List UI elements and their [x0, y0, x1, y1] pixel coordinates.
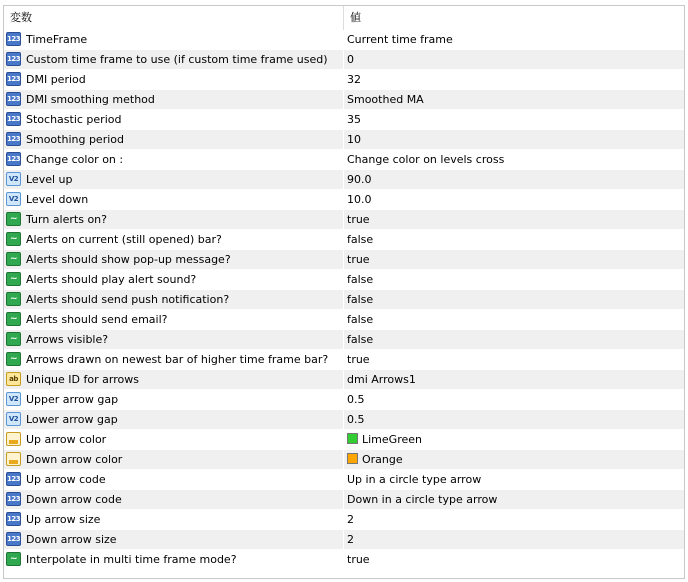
parameter-value: false — [347, 233, 374, 246]
integer-icon: 123 — [6, 532, 21, 546]
row-name-cell — [4, 430, 344, 449]
parameter-value: false — [347, 273, 374, 286]
table-row[interactable] — [4, 70, 684, 90]
table-row[interactable] — [4, 150, 684, 170]
parameter-value: true — [347, 213, 370, 226]
table-row[interactable] — [4, 190, 684, 210]
boolean-icon: ~ — [6, 252, 21, 266]
row-name-cell — [4, 450, 344, 469]
table-row[interactable] — [4, 170, 684, 190]
row-name-cell — [4, 370, 344, 389]
parameter-name: DMI smoothing method — [26, 93, 155, 106]
parameter-value: 35 — [347, 113, 361, 126]
boolean-icon: ~ — [6, 232, 21, 246]
parameter-name: Alerts should play alert sound? — [26, 273, 197, 286]
row-name-cell — [4, 210, 344, 229]
parameter-name: TimeFrame — [26, 33, 88, 46]
color-icon — [6, 452, 21, 466]
integer-icon: 123 — [6, 132, 21, 146]
row-name-cell — [4, 250, 344, 269]
parameter-value-cell[interactable] — [344, 90, 684, 109]
parameter-value: false — [347, 313, 374, 326]
parameter-value: 10 — [347, 133, 361, 146]
parameter-value-cell[interactable] — [344, 230, 684, 249]
parameter-value-cell[interactable] — [344, 250, 684, 269]
parameter-value-cell[interactable] — [344, 450, 684, 469]
integer-icon: 123 — [6, 112, 21, 126]
parameter-name: DMI period — [26, 73, 86, 86]
table-row[interactable] — [4, 370, 684, 390]
table-row[interactable] — [4, 550, 684, 570]
grid-header — [4, 6, 684, 30]
grid-rows — [4, 30, 684, 570]
integer-icon: 123 — [6, 492, 21, 506]
table-row[interactable] — [4, 490, 684, 510]
parameter-value: Up in a circle type arrow — [347, 473, 482, 486]
table-row[interactable] — [4, 430, 684, 450]
row-name-cell — [4, 90, 344, 109]
parameter-value-cell[interactable] — [344, 110, 684, 129]
parameter-name: Alerts should send email? — [26, 313, 168, 326]
table-row[interactable] — [4, 30, 684, 50]
table-row[interactable] — [4, 50, 684, 70]
row-name-cell — [4, 410, 344, 429]
table-row[interactable] — [4, 510, 684, 530]
parameter-value-cell[interactable] — [344, 410, 684, 429]
row-name-cell — [4, 30, 344, 49]
parameter-value-cell[interactable] — [344, 190, 684, 209]
parameter-name: Interpolate in multi time frame mode? — [26, 553, 237, 566]
row-name-cell — [4, 530, 344, 549]
parameter-value-cell[interactable] — [344, 270, 684, 289]
parameter-value: true — [347, 553, 370, 566]
table-row[interactable] — [4, 470, 684, 490]
boolean-icon: ~ — [6, 272, 21, 286]
parameter-value-cell[interactable] — [344, 470, 684, 489]
parameter-name: Change color on : — [26, 153, 124, 166]
column-header-value[interactable]: 値 — [350, 11, 361, 24]
boolean-icon: ~ — [6, 292, 21, 306]
boolean-icon: ~ — [6, 312, 21, 326]
table-row[interactable] — [4, 530, 684, 550]
parameter-value: false — [347, 293, 374, 306]
parameter-value: 2 — [347, 513, 354, 526]
parameter-name: Down arrow size — [26, 533, 117, 546]
parameter-name: Up arrow code — [26, 473, 106, 486]
row-name-cell — [4, 50, 344, 69]
row-name-cell — [4, 470, 344, 489]
table-row[interactable] — [4, 410, 684, 430]
parameter-value: Change color on levels cross — [347, 153, 505, 166]
integer-icon: 123 — [6, 72, 21, 86]
parameter-name: Turn alerts on? — [26, 213, 107, 226]
table-row[interactable] — [4, 230, 684, 250]
table-row[interactable] — [4, 250, 684, 270]
column-header-variable[interactable]: 変数 — [4, 6, 344, 30]
parameter-value-cell[interactable] — [344, 510, 684, 529]
table-row[interactable] — [4, 330, 684, 350]
table-row[interactable] — [4, 450, 684, 470]
integer-icon: 123 — [6, 52, 21, 66]
row-name-cell — [4, 70, 344, 89]
parameter-value: true — [347, 353, 370, 366]
parameter-name: Upper arrow gap — [26, 393, 119, 406]
table-row[interactable] — [4, 310, 684, 330]
parameter-value: true — [347, 253, 370, 266]
table-row[interactable] — [4, 210, 684, 230]
table-row[interactable] — [4, 350, 684, 370]
parameter-name: Stochastic period — [26, 113, 122, 126]
row-name-cell — [4, 150, 344, 169]
parameter-name: Unique ID for arrows — [26, 373, 139, 386]
color-swatch — [347, 433, 358, 444]
parameter-name: Up arrow size — [26, 513, 101, 526]
parameter-value: 2 — [347, 533, 354, 546]
integer-icon: 123 — [6, 92, 21, 106]
boolean-icon: ~ — [6, 552, 21, 566]
parameter-value-cell[interactable] — [344, 70, 684, 89]
parameter-value: 90.0 — [347, 173, 372, 186]
integer-icon: 123 — [6, 32, 21, 46]
row-name-cell — [4, 310, 344, 329]
row-name-cell — [4, 190, 344, 209]
row-name-cell — [4, 490, 344, 509]
parameter-value-cell[interactable] — [344, 170, 684, 189]
parameter-name: Smoothing period — [26, 133, 124, 146]
parameter-value-cell[interactable] — [344, 530, 684, 549]
table-row[interactable] — [4, 130, 684, 150]
parameter-value: 0.5 — [347, 393, 365, 406]
parameter-value: Down in a circle type arrow — [347, 493, 498, 506]
table-row[interactable] — [4, 110, 684, 130]
parameter-name: Arrows drawn on newest bar of higher time frame bar? — [26, 353, 329, 366]
parameter-value: 32 — [347, 73, 361, 86]
parameter-value: Current time frame — [347, 33, 453, 46]
integer-icon: 123 — [6, 152, 21, 166]
parameter-value-cell[interactable] — [344, 210, 684, 229]
parameter-name: Level down — [26, 193, 89, 206]
inputs-grid — [3, 5, 685, 579]
parameter-value: 0.5 — [347, 413, 365, 426]
parameter-value-cell[interactable] — [344, 330, 684, 349]
table-row[interactable] — [4, 90, 684, 110]
parameter-value-cell[interactable] — [344, 150, 684, 169]
parameter-value-cell[interactable] — [344, 50, 684, 69]
parameter-value-cell[interactable] — [344, 130, 684, 149]
row-name-cell — [4, 290, 344, 309]
parameter-name: Level up — [26, 173, 73, 186]
row-name-cell — [4, 550, 344, 569]
boolean-icon: ~ — [6, 352, 21, 366]
parameter-value-cell[interactable] — [344, 310, 684, 329]
table-row[interactable] — [4, 270, 684, 290]
boolean-icon: ~ — [6, 332, 21, 346]
parameter-value-cell[interactable] — [344, 290, 684, 309]
row-name-cell — [4, 230, 344, 249]
string-icon: ab — [6, 372, 21, 386]
parameter-value-cell[interactable] — [344, 30, 684, 49]
parameter-value: dmi Arrows1 — [347, 373, 416, 386]
parameter-name: Lower arrow gap — [26, 413, 118, 426]
parameter-value-cell[interactable] — [344, 430, 684, 449]
parameter-name: Alerts on current (still opened) bar? — [26, 233, 222, 246]
double-icon: V2 — [6, 392, 21, 406]
row-name-cell — [4, 270, 344, 289]
parameter-value-cell[interactable] — [344, 390, 684, 409]
integer-icon: 123 — [6, 512, 21, 526]
table-row[interactable] — [4, 390, 684, 410]
row-name-cell — [4, 130, 344, 149]
parameter-name: Up arrow color — [26, 433, 107, 446]
boolean-icon: ~ — [6, 212, 21, 226]
parameter-name: Alerts should send push notification? — [26, 293, 230, 306]
row-name-cell — [4, 330, 344, 349]
row-name-cell — [4, 510, 344, 529]
row-name-cell — [4, 170, 344, 189]
parameter-value: Orange — [362, 453, 403, 466]
parameter-value: false — [347, 333, 374, 346]
parameter-value: 10.0 — [347, 193, 372, 206]
double-icon: V2 — [6, 412, 21, 426]
color-swatch — [347, 453, 358, 464]
parameter-value: Smoothed MA — [347, 93, 424, 106]
parameter-name: Down arrow color — [26, 453, 123, 466]
parameter-value: LimeGreen — [362, 433, 422, 446]
row-name-cell — [4, 110, 344, 129]
table-row[interactable] — [4, 290, 684, 310]
parameter-name: Custom time frame to use (if custom time frame used) — [26, 53, 328, 66]
row-name-cell — [4, 350, 344, 369]
parameter-value: 0 — [347, 53, 354, 66]
row-name-cell — [4, 390, 344, 409]
parameter-value-cell[interactable] — [344, 490, 684, 509]
color-icon — [6, 432, 21, 446]
integer-icon: 123 — [6, 472, 21, 486]
double-icon: V2 — [6, 172, 21, 186]
parameter-name: Alerts should show pop-up message? — [26, 253, 231, 266]
parameter-name: Arrows visible? — [26, 333, 109, 346]
parameter-name: Down arrow code — [26, 493, 122, 506]
double-icon: V2 — [6, 192, 21, 206]
parameter-value-cell[interactable] — [344, 370, 684, 389]
parameter-value-cell[interactable] — [344, 350, 684, 369]
parameter-value-cell[interactable] — [344, 550, 684, 569]
